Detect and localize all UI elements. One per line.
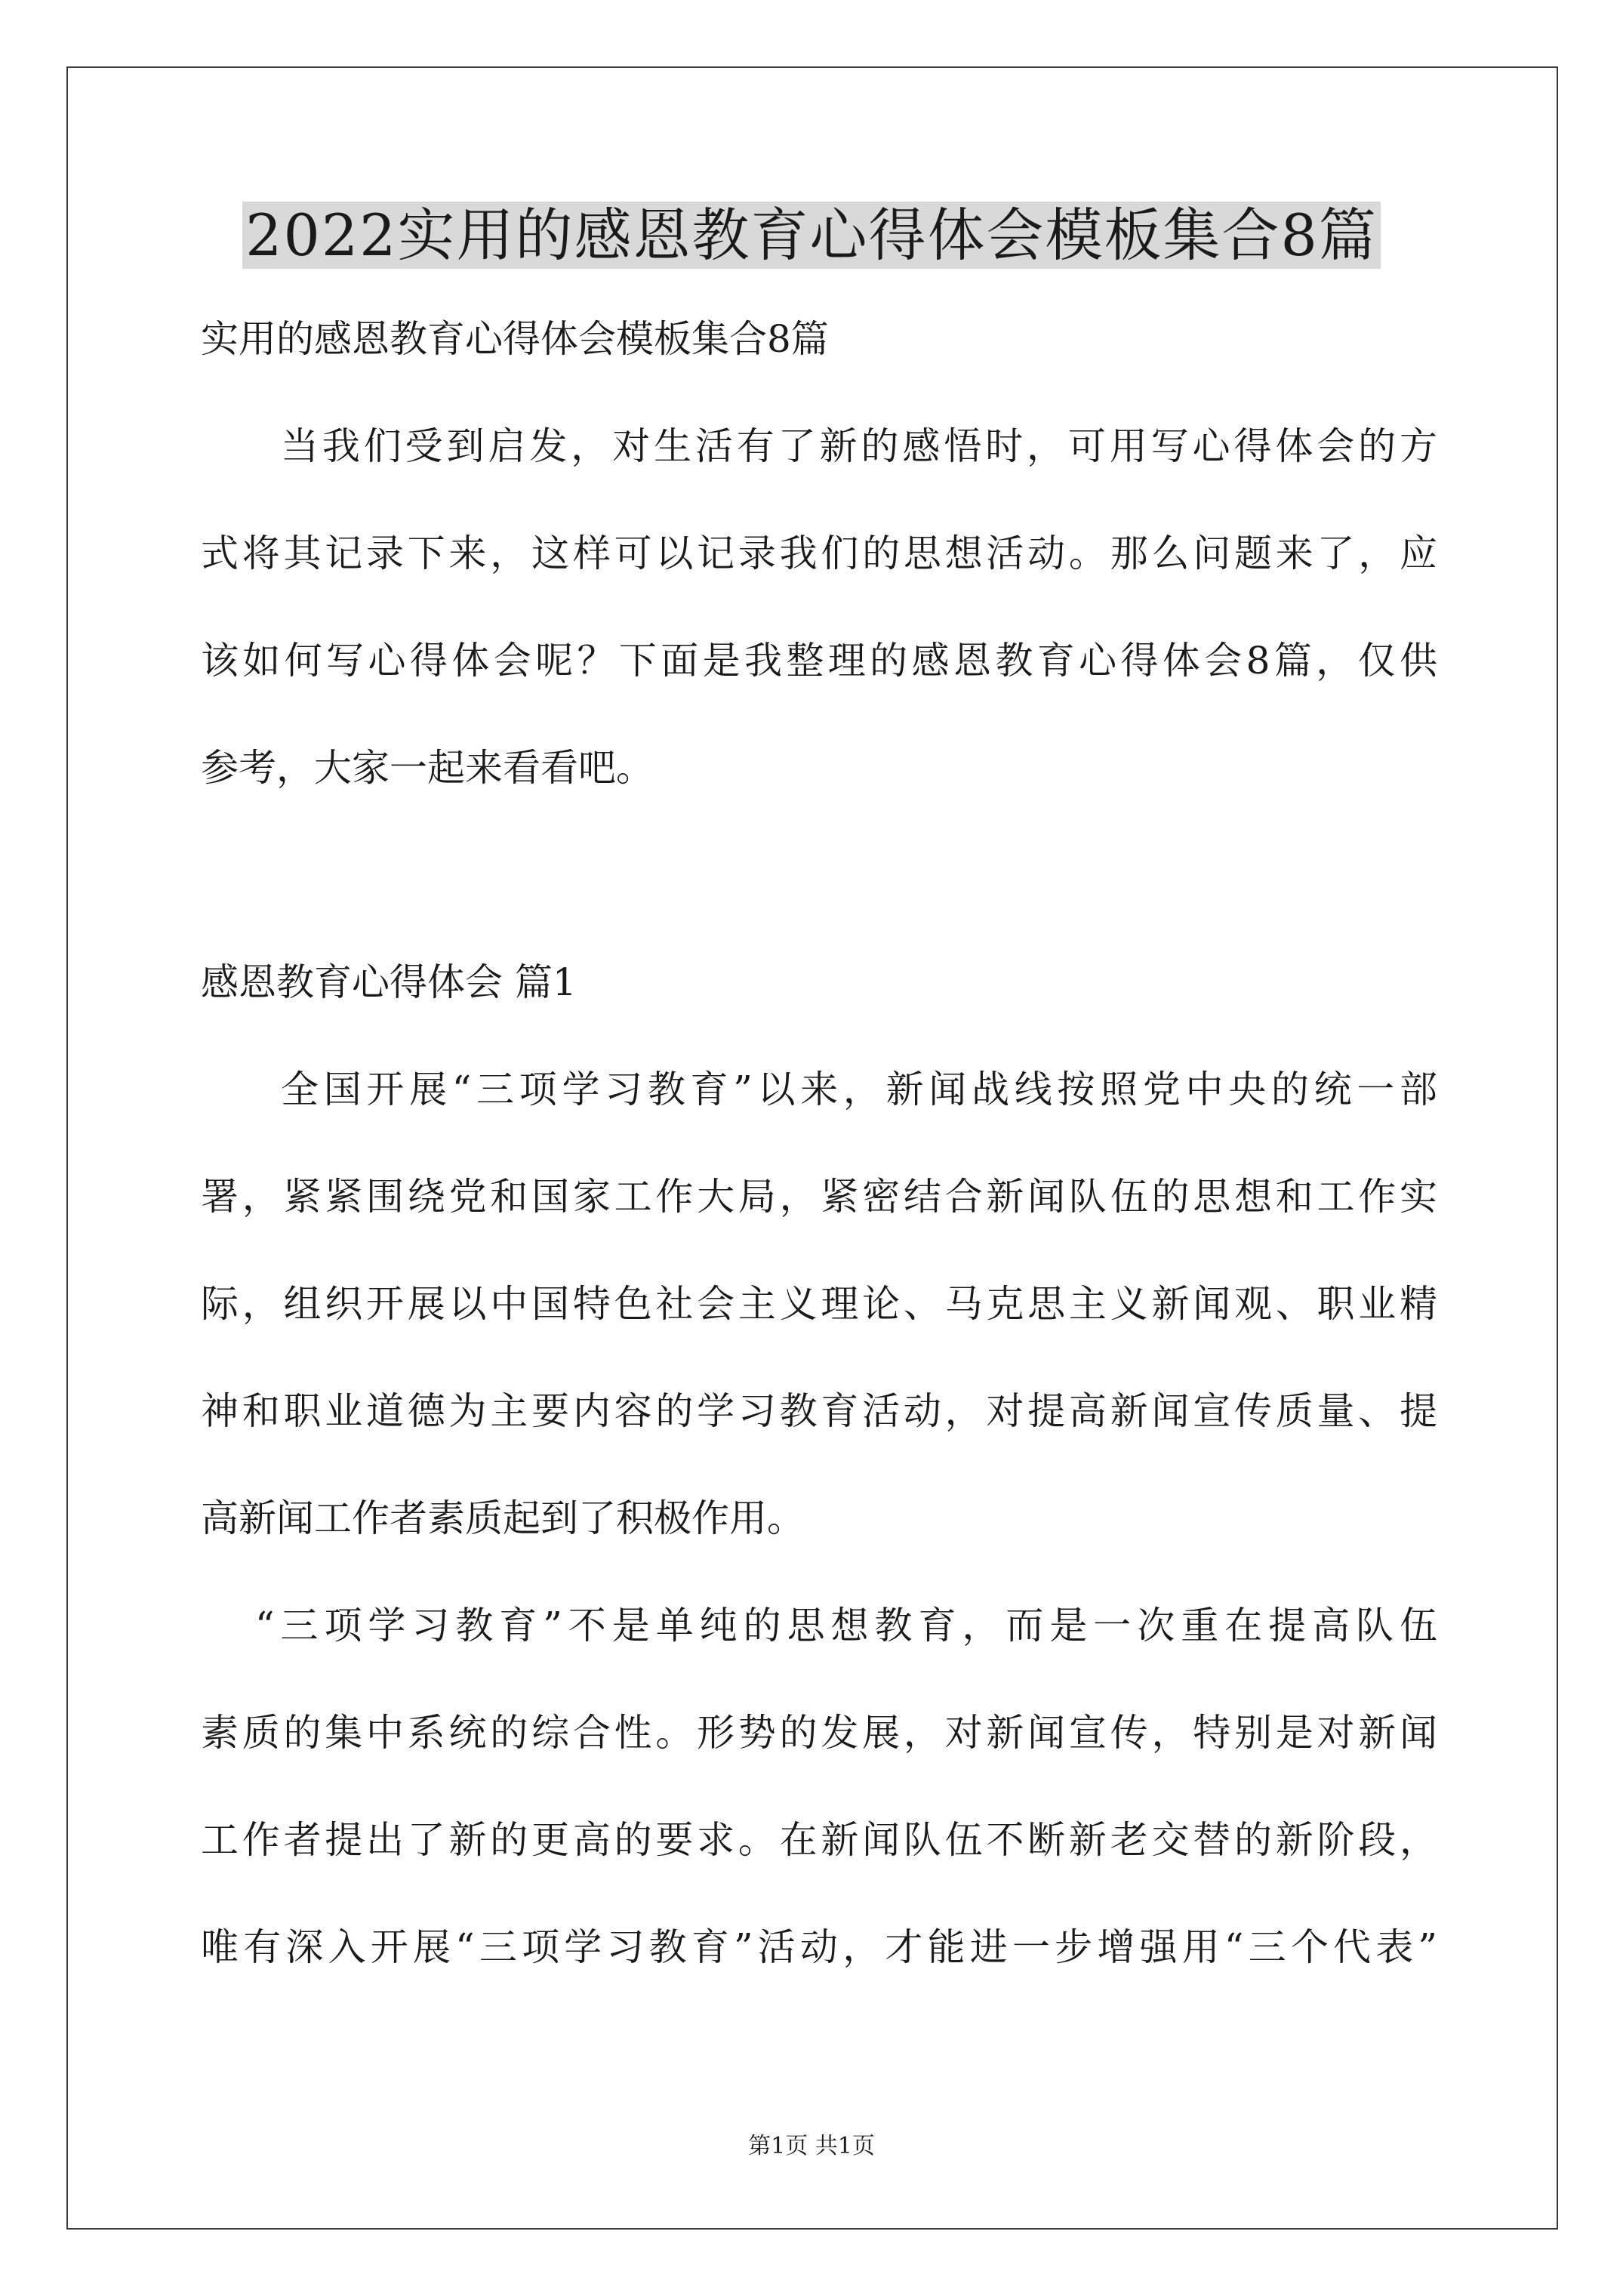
paragraph-line: 高新闻工作者素质起到了积极作用。 bbox=[201, 1496, 805, 1540]
section-heading: 感恩教育心得体会 篇1 bbox=[201, 960, 577, 1004]
page-footer: 第1页 共1页 bbox=[748, 2133, 875, 2159]
paragraph-line: 全国开展“三项学习教育”以来，新闻战线按照党中央的统一部 bbox=[281, 1068, 1437, 1111]
paragraph-line: 唯有深入开展“三项学习教育”活动，才能进一步增强用“三个代表” bbox=[201, 1925, 1437, 1969]
paragraph-line: “三项学习教育”不是单纯的思想教育，而是一次重在提高队伍 bbox=[255, 1604, 1437, 1647]
document-title-text: 2022实用的感恩教育心得体会模板集合8篇 bbox=[242, 202, 1381, 269]
paragraph-line: 际，组织开展以中国特色社会主义理论、马克思主义新闻观、职业精 bbox=[201, 1282, 1437, 1326]
intro-line: 当我们受到启发，对生活有了新的感悟时，可用写心得体会的方 bbox=[281, 424, 1437, 468]
paragraph-line: 神和职业道德为主要内容的学习教育活动，对提高新闻宣传质量、提 bbox=[201, 1389, 1437, 1433]
document-subtitle: 实用的感恩教育心得体会模板集合8篇 bbox=[201, 317, 829, 361]
intro-line: 式将其记录下来，这样可以记录我们的思想活动。那么问题来了，应 bbox=[201, 532, 1437, 575]
paragraph-line: 素质的集中系统的综合性。形势的发展，对新闻宣传，特别是对新闻 bbox=[201, 1711, 1437, 1755]
page-border bbox=[66, 66, 1558, 2230]
intro-line: 参考，大家一起来看看吧。 bbox=[201, 746, 654, 790]
paragraph-line: 署，紧紧围绕党和国家工作大局，紧密结合新闻队伍的思想和工作实 bbox=[201, 1175, 1437, 1219]
paragraph-line: 工作者提出了新的更高的要求。在新闻队伍不断新老交替的新阶段， bbox=[201, 1818, 1437, 1862]
document-title bbox=[0, 198, 1623, 273]
intro-line: 该如何写心得体会呢？下面是我整理的感恩教育心得体会8篇，仅供 bbox=[201, 639, 1437, 683]
